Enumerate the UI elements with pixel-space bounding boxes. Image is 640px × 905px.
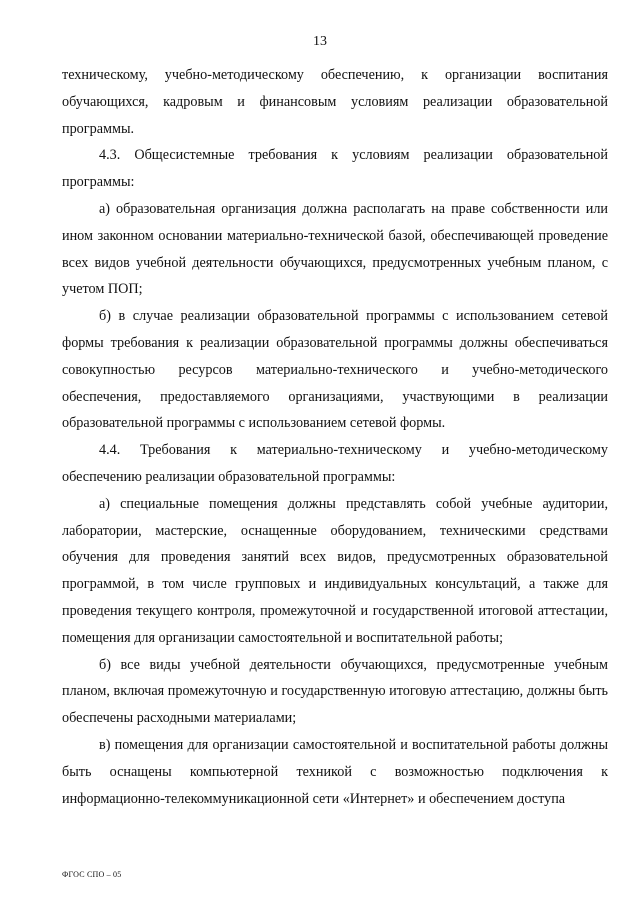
paragraph-4-3-heading: 4.3. Общесистемные требования к условиям реализации образовательной программы: xyxy=(62,147,608,191)
paragraph-4-4-b: б) все виды учебной деятельности обучающихся, предусмотренные учебным планом, включая промежуточную и государственную итоговую аттестацию, должны быть обеспечены расходными материалами; xyxy=(62,656,608,727)
page-number: 13 xyxy=(313,34,327,49)
paragraph-4-4-a: а) специальные помещения должны представлять собой учебные аудитории, лаборатории, мастерские, оснащенные оборудованием, техническими средствами обучения для проведения занятий всех видов, предусмотренных образовательной программой, в том числе групповых и индивидуальных консультаций, а также для проведения текущего контроля, промежуточной и государственной итоговой аттестации, помещения для организации самостоятельной и воспитательной работы; xyxy=(62,495,608,646)
paragraph-4-4-heading: 4.4. Требования к материально-техническому и учебно-методическому обеспечению реализации образовательной программы: xyxy=(62,442,608,485)
paragraph-4-3-a: а) образовательная организация должна располагать на праве собственности или ином законном основании материально-технической базой, обеспечивающей проведение всех видов учебной деятельности обучающихся, предусмотренных учебным планом, с учетом ПОП; xyxy=(62,200,608,298)
paragraph-4-3-b: б) в случае реализации образовательной программы с использованием сетевой формы требования к реализации образовательной программы должны обеспечиваться совокупностью ресурсов материально-технического и учебно-методического обеспечения, предоставляемого организациями, участвующими в реализации образовательной программы с использованием сетевой формы. xyxy=(62,308,608,432)
paragraph-continuation: техническому, учебно-методическому обеспечению, к организации воспитания обучающихся, кадровым и финансовым условиям реализации образовательной программы. xyxy=(62,67,608,137)
paragraph-4-4-c: в) помещения для организации самостоятельной и воспитательной работы должны быть оснащены компьютерной техникой с возможностью подключения к информационно-телекоммуникационной сети «Интернет» и обеспечением доступа xyxy=(62,736,608,807)
document-body xyxy=(62,62,608,812)
footer-label: ФГОС СПО – 05 xyxy=(62,870,122,879)
